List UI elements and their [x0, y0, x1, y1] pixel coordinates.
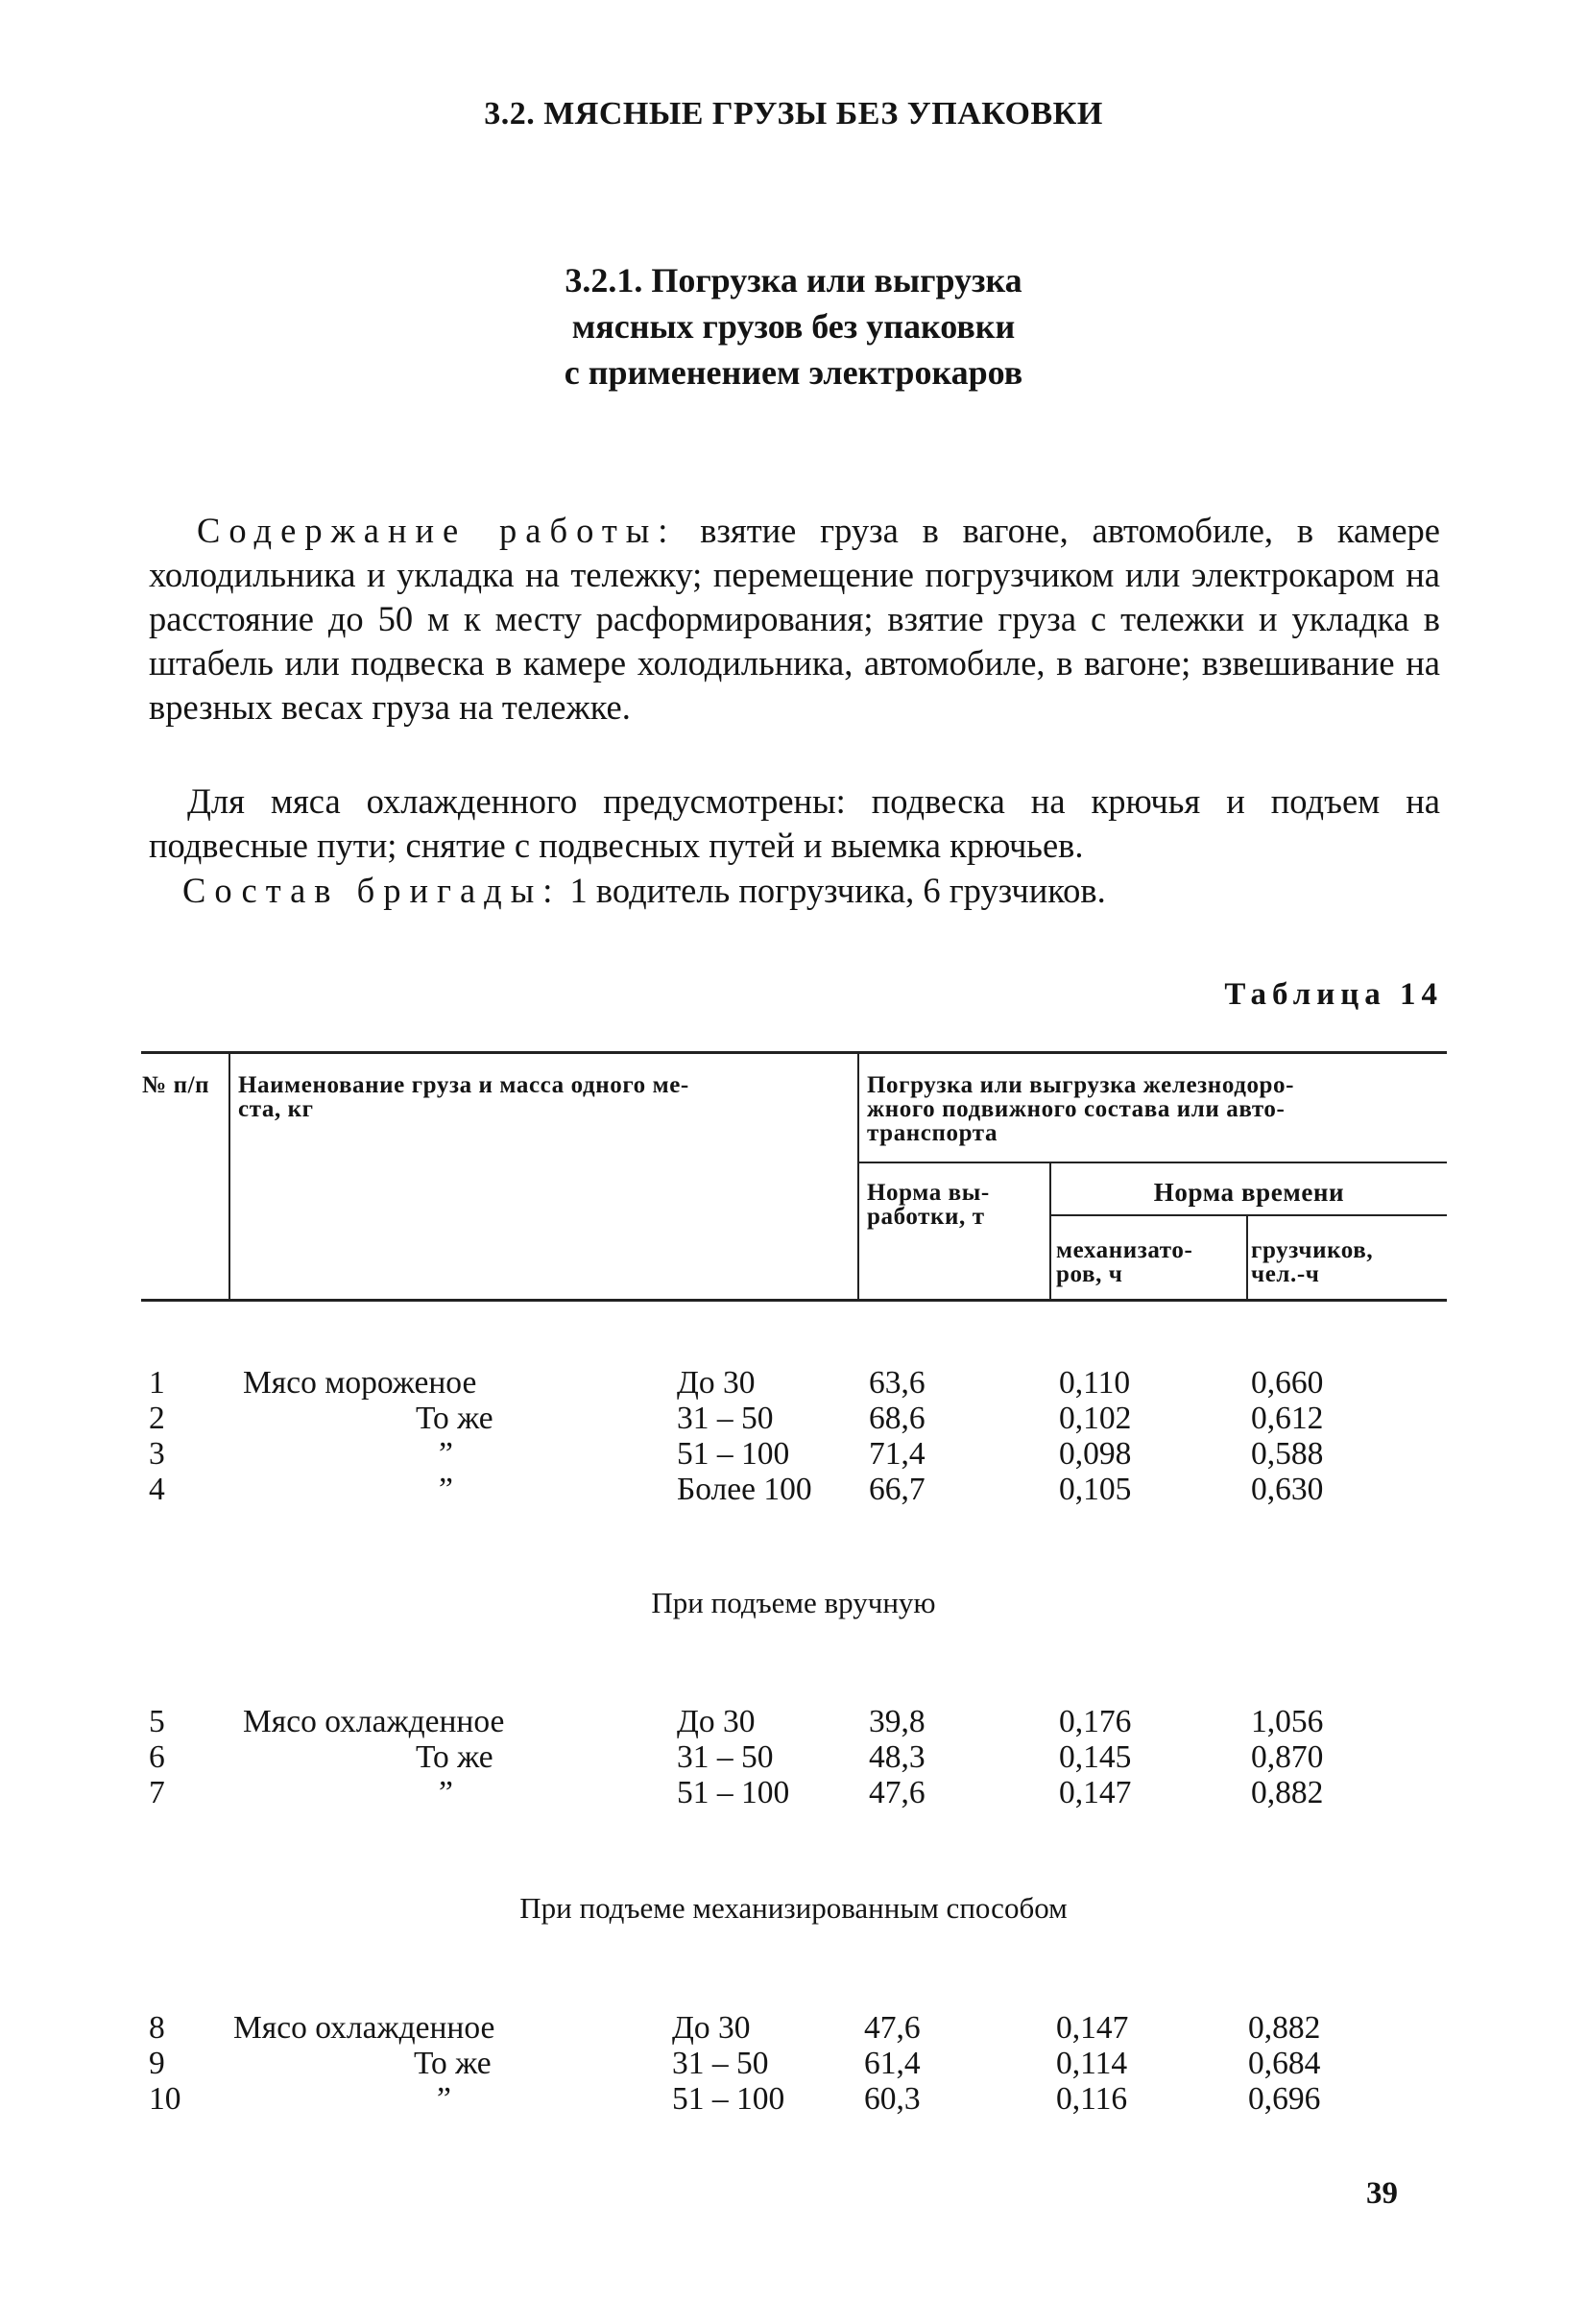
header-name-line: Наименование груза и масса одного ме- [238, 1072, 689, 1098]
header-norm-output-line: Норма вы- [867, 1180, 990, 1206]
column-divider [857, 1051, 859, 1301]
cell-output: 71,4 [869, 1436, 926, 1472]
cell-output: 63,6 [869, 1365, 926, 1401]
cell-mass: До 30 [677, 1365, 756, 1401]
cell-mech: 0,116 [1056, 2081, 1128, 2117]
cell-mech: 0,147 [1059, 1775, 1132, 1810]
cell-mass: 31 – 50 [677, 1401, 774, 1436]
cell-name: То же [416, 1401, 493, 1436]
cell-num: 9 [149, 2046, 165, 2081]
group-heading-manual: При подъеме вручную [651, 1586, 936, 1619]
header-loaders-line: чел.-ч [1251, 1261, 1320, 1287]
header-mechanizers-line: механизато- [1056, 1237, 1193, 1263]
header-operation [867, 1073, 1294, 1145]
cell-mass: До 30 [672, 2010, 751, 2046]
crew-label: Состав бригады: [182, 871, 562, 910]
cell-num: 5 [149, 1704, 165, 1739]
cell-loaders: 0,870 [1251, 1739, 1324, 1775]
cell-mech: 0,102 [1059, 1401, 1132, 1436]
cell-loaders: 0,612 [1251, 1401, 1324, 1436]
cell-num: 8 [149, 2010, 165, 2046]
header-mechanizers [1056, 1238, 1192, 1286]
cell-mech: 0,114 [1056, 2046, 1128, 2081]
header-norm-time: Норма времени [1153, 1178, 1345, 1207]
page-number: 39 [1366, 2176, 1398, 2211]
cell-mech: 0,176 [1059, 1704, 1132, 1739]
cell-output: 47,6 [869, 1775, 926, 1810]
cell-loaders: 0,660 [1251, 1365, 1324, 1401]
cell-loaders: 0,588 [1251, 1436, 1324, 1472]
header-norm-output [867, 1181, 990, 1229]
subsection-title [0, 257, 1587, 395]
cell-num: 6 [149, 1739, 165, 1775]
header-subrule [857, 1162, 1447, 1163]
cell-output: 61,4 [864, 2046, 921, 2081]
header-name [238, 1073, 689, 1121]
section-title: 3.2. МЯСНЫЕ ГРУЗЫ БЕЗ УПАКОВКИ [484, 96, 1103, 132]
cell-num: 7 [149, 1775, 165, 1810]
cell-name: То же [416, 1739, 493, 1775]
cell-loaders: 0,630 [1251, 1472, 1324, 1507]
column-divider [1246, 1214, 1248, 1301]
header-operation-line: жного подвижного состава или авто- [867, 1096, 1286, 1122]
cell-mass: Более 100 [677, 1472, 812, 1507]
cell-name: ” [437, 2081, 451, 2117]
cell-name: ” [439, 1472, 453, 1507]
table-header-bottom-rule [141, 1299, 1447, 1302]
cell-output: 66,7 [869, 1472, 926, 1507]
cell-mass: 51 – 100 [677, 1775, 790, 1810]
chilled-meat-note: Для мяса охлажденного предусмотрены: подвеска на крючья и подъем на подвесные пути; снятие с подвесных путей и выемка крючьев. [149, 781, 1440, 865]
header-subrule-time [1049, 1214, 1447, 1216]
table-top-rule [141, 1051, 1447, 1054]
cell-mech: 0,145 [1059, 1739, 1132, 1775]
cell-loaders: 0,696 [1248, 2081, 1321, 2117]
cell-num: 4 [149, 1472, 165, 1507]
cell-mech: 0,110 [1059, 1365, 1131, 1401]
cell-mass: 31 – 50 [677, 1739, 774, 1775]
cell-name: Мясо мороженое [243, 1365, 477, 1401]
cell-loaders: 0,882 [1251, 1775, 1324, 1810]
cell-name: То же [414, 2046, 492, 2081]
header-num: № п/п [142, 1072, 210, 1098]
subsection-title-line: с применением электрокаров [564, 353, 1023, 392]
group-heading-mechanized: При подъеме механизированным способом [519, 1891, 1068, 1925]
cell-loaders: 0,684 [1248, 2046, 1321, 2081]
work-content-label: Содержание работы: [197, 511, 677, 550]
header-loaders-line: грузчиков, [1251, 1237, 1374, 1263]
header-mechanizers-line: ров, ч [1056, 1261, 1123, 1287]
cell-num: 1 [149, 1365, 165, 1401]
cell-num: 2 [149, 1401, 165, 1436]
work-content-paragraph [149, 509, 1440, 730]
cell-mass: 51 – 100 [677, 1436, 790, 1472]
cell-loaders: 0,882 [1248, 2010, 1321, 2046]
table-caption: Таблица 14 [1224, 977, 1443, 1012]
cell-name: ” [439, 1436, 453, 1472]
column-divider [228, 1051, 230, 1301]
cell-mass: 31 – 50 [672, 2046, 769, 2081]
cell-output: 60,3 [864, 2081, 921, 2117]
cell-mech: 0,098 [1059, 1436, 1132, 1472]
crew-paragraph [149, 869, 1440, 913]
work-content-text: взятие груза в вагоне, автомобиле, в камере холодильника и укладка на тележку; перемещение погрузчиком или электрокаром на расстояние до 50 м к месту расформирования; взятие груза с тележки и укладка в штабель или подвеска в камере холодильника, автомобиле, в вагоне; взвешивание на врезных весах груза на тележке. [149, 511, 1441, 727]
cell-output: 39,8 [869, 1704, 926, 1739]
cell-output: 68,6 [869, 1401, 926, 1436]
header-operation-line: Погрузка или выгрузка железнодоро- [867, 1072, 1295, 1098]
subsection-title-line: мясных грузов без упаковки [571, 307, 1016, 346]
header-name-line: ста, кг [238, 1096, 314, 1122]
cell-num: 3 [149, 1436, 165, 1472]
cell-name: Мясо охлажденное [233, 2010, 495, 2046]
header-operation-line: транспорта [867, 1120, 998, 1146]
header-norm-output-line: работки, т [867, 1204, 985, 1230]
cell-name: ” [439, 1775, 453, 1810]
cell-mech: 0,105 [1059, 1472, 1132, 1507]
cell-output: 47,6 [864, 2010, 921, 2046]
cell-mass: До 30 [677, 1704, 756, 1739]
cell-name: Мясо охлажденное [243, 1704, 505, 1739]
cell-num: 10 [149, 2081, 181, 2117]
crew-text: 1 водитель погрузчика, 6 грузчиков. [569, 871, 1106, 910]
cell-output: 48,3 [869, 1739, 926, 1775]
cell-loaders: 1,056 [1251, 1704, 1324, 1739]
cell-mech: 0,147 [1056, 2010, 1129, 2046]
cell-mass: 51 – 100 [672, 2081, 785, 2117]
header-loaders [1251, 1238, 1373, 1286]
subsection-title-line: 3.2.1. Погрузка или выгрузка [565, 261, 1022, 299]
